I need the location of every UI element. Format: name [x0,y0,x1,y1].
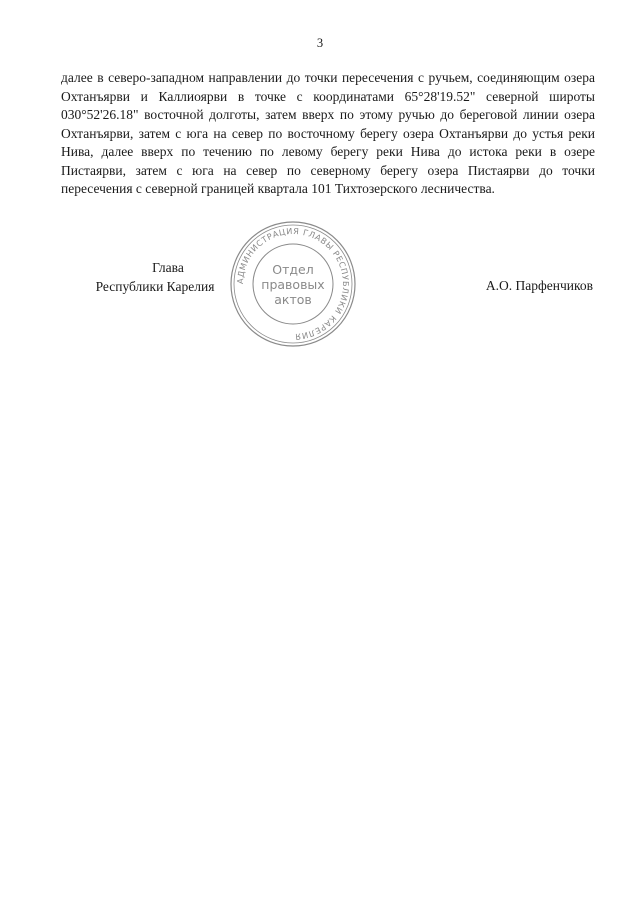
signature-title-line1: Глава [152,260,184,275]
stamp-center-line1: Отдел [272,262,314,277]
official-stamp [228,219,358,349]
page-number: 3 [316,36,324,50]
stamp-ring-text: АДМИНИСТРАЦИЯ ГЛАВЫ РЕСПУБЛИКИ КАРЕЛИЯ [234,225,352,343]
body-paragraph: далее в северо-западном направлении до точки пересечения с ручьем, соединяющим озера Охтанъярви и Каллиоярви в точке с координатами 65°28'19.52" северной широты 030°52'26.18" восточной долготы, затем вверх по этому ручью до береговой линии озера Охтанъярви, затем с юга на север по восточному берегу озера Охтанъярви до устья реки Нива, далее вверх по течению по левому берегу реки Нива до истока реки в озере Пистаярви, затем с юга на север по северному берегу озера Пистаярви до точки пересечения с северной границей квартала 101 Тихтозерского лесничества. [61,70,595,196]
stamp-center-line3: актов [274,292,312,307]
stamp-graphic [228,219,358,349]
signature-title [80,259,250,296]
stamp-center-line2: правовых [261,277,325,292]
signature-title-line2: Республики Карелия [95,278,215,294]
signatory-name: А.О. Парфенчиков [485,278,593,293]
